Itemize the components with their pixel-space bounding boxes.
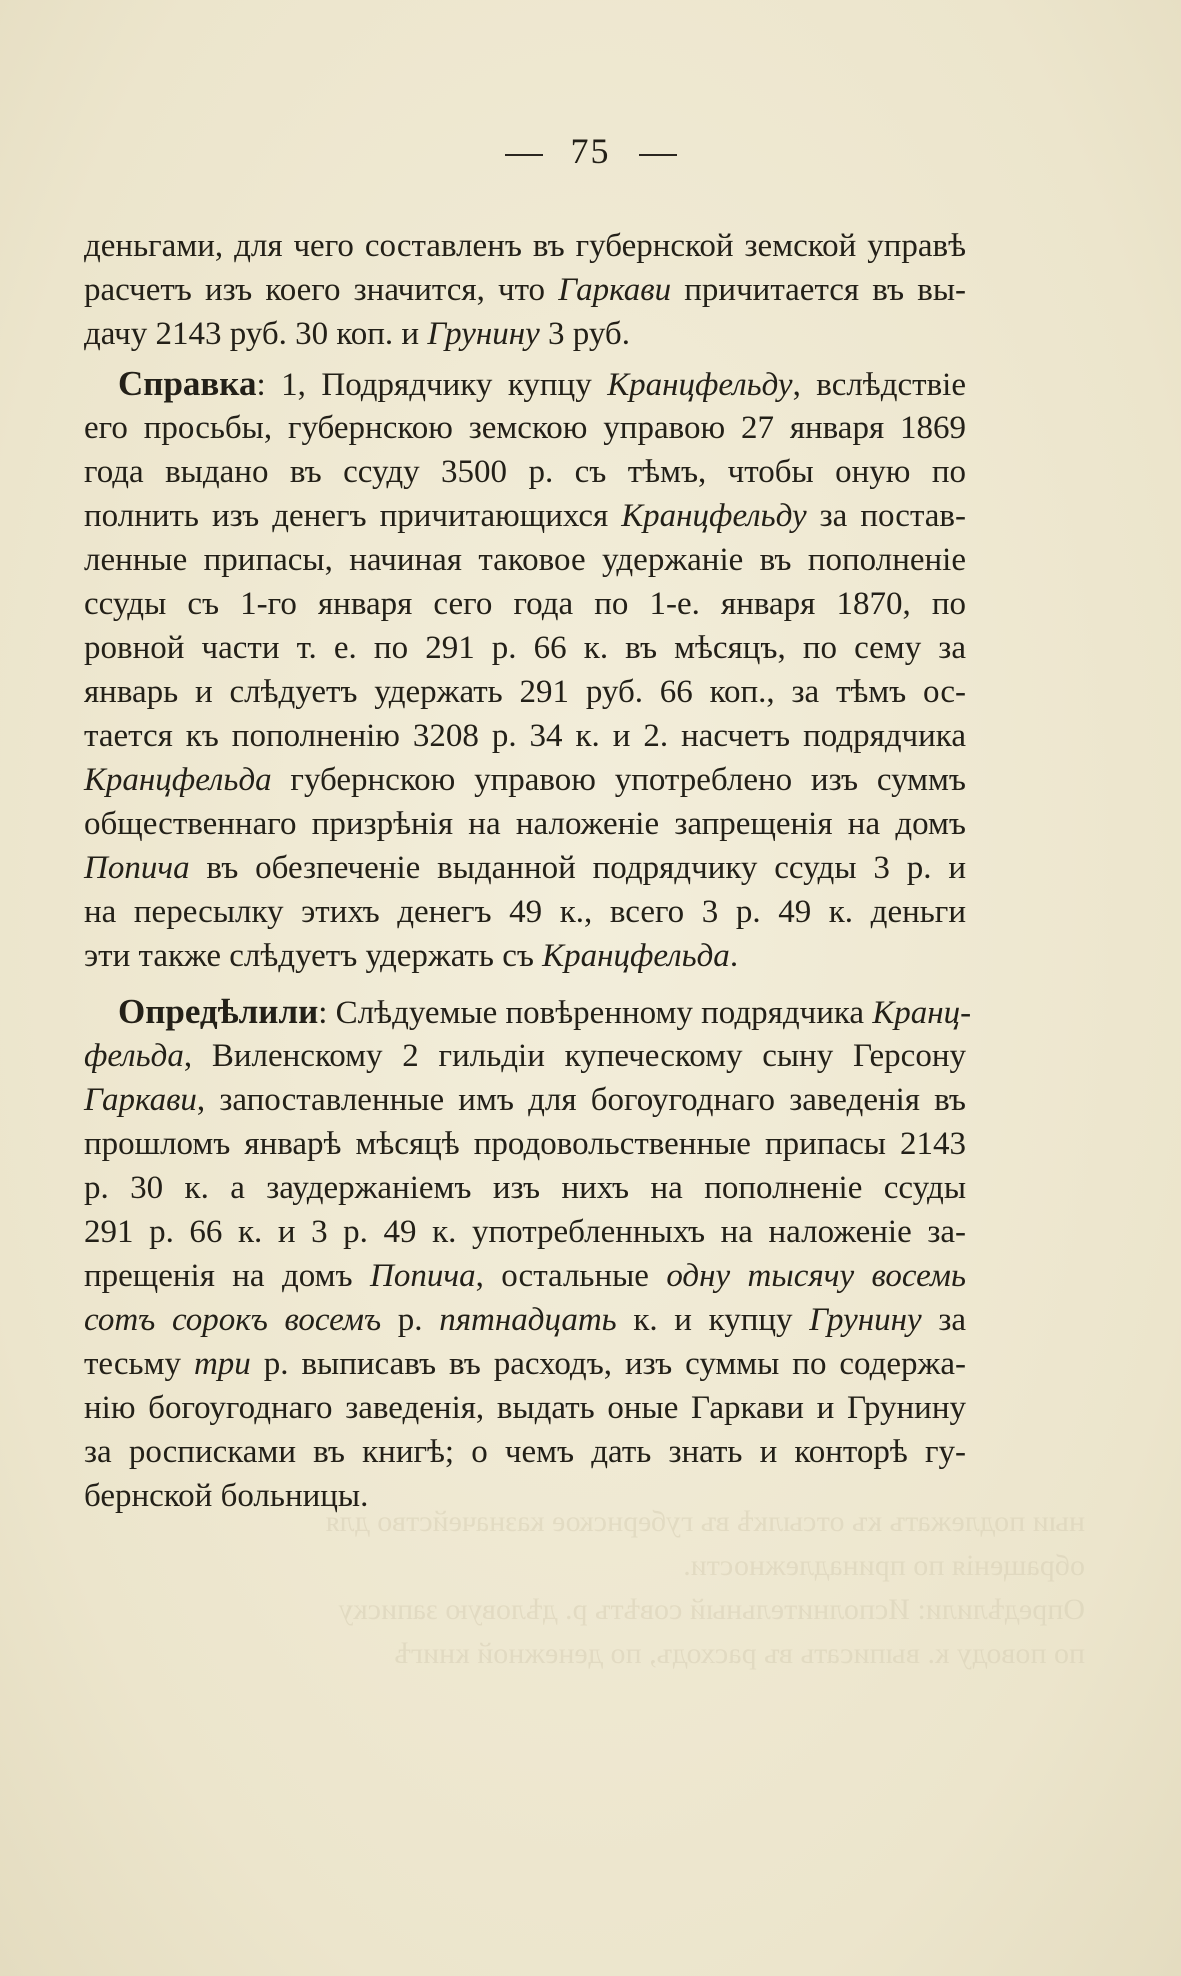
text-line: года выдано въ ссуду 3500 р. съ тѣмъ, чтобы оную по <box>84 454 966 490</box>
text-line: эти также слѣдуетъ удержать съ Кранцфельда. <box>84 938 739 974</box>
text-line: январь и слѣдуетъ удержать 291 руб. 66 коп., за тѣмъ ос- <box>84 674 966 710</box>
text-line: тается къ пополненію 3208 р. 34 к. и 2. насчетъ подрядчика <box>84 718 966 754</box>
page-header <box>0 130 1181 172</box>
text-line: р. 30 к. а заудержаніемъ изъ нихъ на пополненіе ссуды <box>84 1170 966 1206</box>
text-line: за росписками въ книгѣ; о чемъ дать знать и конторѣ гу- <box>84 1434 966 1470</box>
text-line: 291 р. 66 к. и 3 р. 49 к. употребленныхъ на наложеніе за- <box>84 1214 966 1250</box>
bleed-through-text: ныи подлежатъ къ отсылкѣ въ губернское казначейство для обращенія по принадлежности. Опредѣлили: Исполнительный совѣтъ р. дѣловую записку по поводу к. выписать въ расходъ, по денежной книгѣ <box>325 1505 1085 1670</box>
page-number: 75 <box>570 131 611 171</box>
text-line: ссуды съ 1-го января сего года по 1-е. января 1870, по <box>84 586 966 622</box>
header-dash-left <box>505 154 543 156</box>
text-line: сотъ сорокъ восемъ р. пятнадцать к. и купцу Грунину за <box>84 1302 967 1338</box>
text-line: Попича въ обезпеченіе выданной подрядчику ссуды 3 р. и <box>84 850 966 886</box>
text-line: полнить изъ денегъ причитающихся Кранцфельду за постав- <box>84 498 966 534</box>
body-text <box>84 224 972 1518</box>
text-line: фельда, Виленскому 2 гильдіи купеческому сыну Герсону <box>84 1038 966 1074</box>
text-line: его просьбы, губернскою земскою управою 27 января 1869 <box>84 410 966 446</box>
text-line: расчетъ изъ коего значится, что Гаркави причитается въ вы- <box>84 272 966 308</box>
text-line: нію богоугоднаго заведенія, выдать оные Гаркави и Грунину <box>84 1390 966 1426</box>
section-heading-line: Опредѣлили: Слѣдуемые повѣренному подрядчика Кранц- <box>118 992 972 1031</box>
text-line: бернской больницы. <box>84 1478 369 1514</box>
text-line: прещенія на домъ Попича, остальные одну тысячу восемь <box>84 1258 966 1294</box>
text-line: деньгами, для чего составленъ въ губернской земской управѣ <box>84 228 966 264</box>
section-heading-line: Справка: 1, Подрядчику купцу Кранцфельду, вслѣдствіе <box>118 364 966 403</box>
text-line: дачу 2143 руб. 30 коп. и Грунину 3 руб. <box>84 316 630 352</box>
header-dash-right <box>639 154 677 156</box>
text-line: ровной части т. е. по 291 р. 66 к. въ мѣсяцъ, по сему за <box>84 630 966 666</box>
text-line: Кранцфельда губернскою управою употреблено изъ суммъ <box>84 762 966 798</box>
text-line: прошломъ январѣ мѣсяцѣ продовольственные припасы 2143 <box>84 1126 966 1162</box>
text-line: Гаркави, запоставленные имъ для богоугоднаго заведенія въ <box>84 1082 966 1118</box>
text-line: тесьму три р. выписавъ въ расходъ, изъ суммы по содержа- <box>84 1346 966 1382</box>
text-line: на пересылку этихъ денегъ 49 к., всего 3 р. 49 к. деньги <box>84 894 966 930</box>
text-line: ленные припасы, начиная таковое удержаніе въ пополненіе <box>84 542 966 578</box>
text-line: общественнаго призрѣнія на наложеніе запрещенія на домъ <box>84 806 966 842</box>
